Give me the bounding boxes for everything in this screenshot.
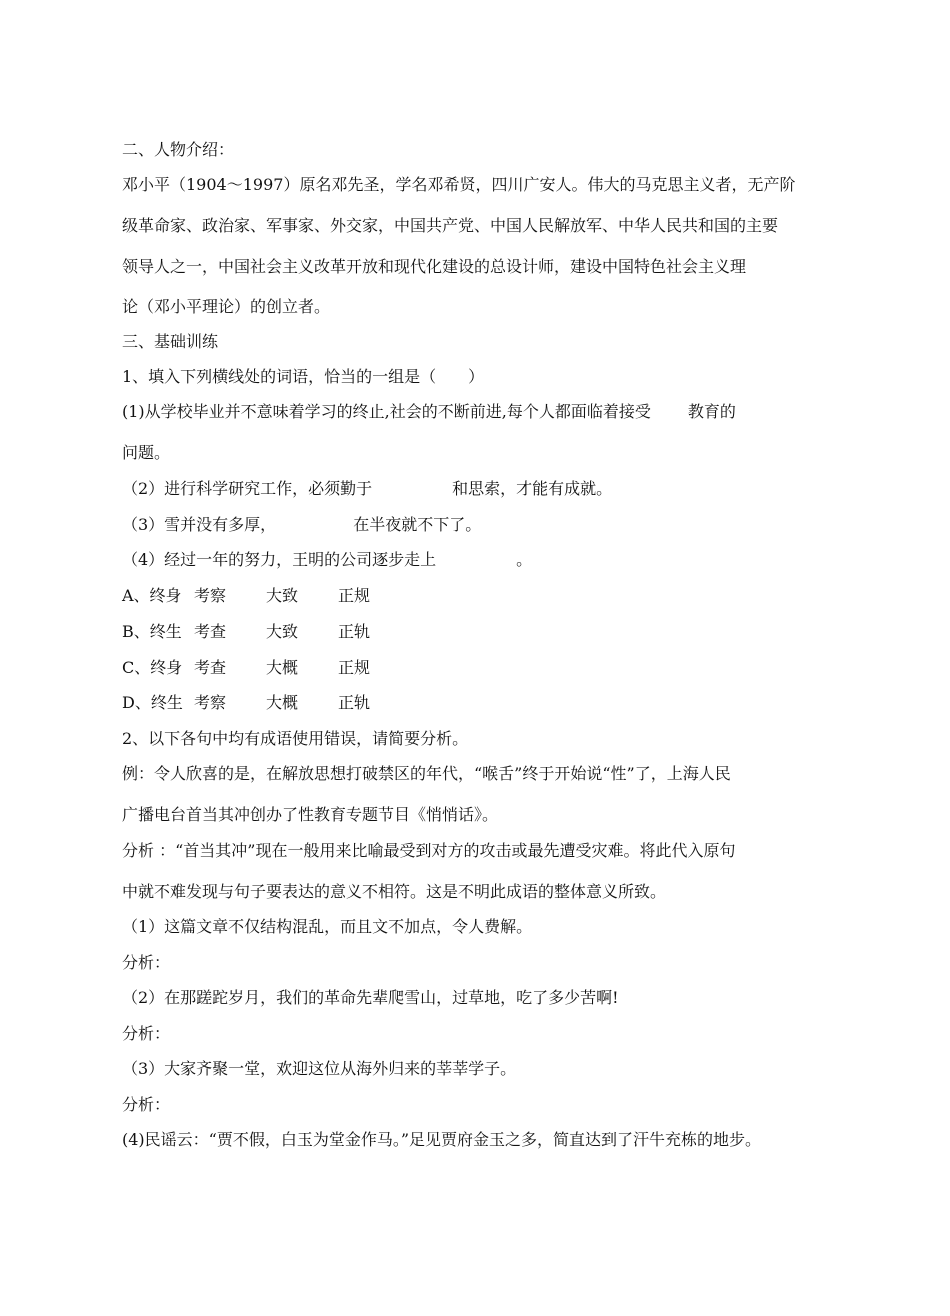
option-a-word1: A、终身 — [122, 586, 182, 605]
option-c — [122, 657, 410, 679]
option-c-word1: C、终身 — [122, 658, 183, 677]
section-2-heading: 二、人物介绍： — [122, 140, 235, 159]
option-d — [122, 692, 410, 714]
q1-item2: （2）进行科学研究工作，必须勤于 和思索，才能有成就。 — [122, 479, 613, 498]
option-c-word2: 考查 — [194, 658, 227, 677]
example-line-1: 例：令人欣喜的是，在解放思想打破禁区的年代，“喉舌”终于开始说“性”了，上海人民 — [122, 764, 731, 783]
sentence-2: （2）在那蹉跎岁月，我们的革命先辈爬雪山，过草地，吃了多少苦啊! — [122, 988, 619, 1007]
option-b-word4: 正轨 — [338, 622, 371, 641]
section-3-heading: 三、基础训练 — [122, 332, 219, 351]
q1-item4: （4）经过一年的努力，王明的公司逐步走上 。 — [122, 550, 533, 569]
option-d-word4: 正轨 — [338, 693, 371, 712]
option-b — [122, 621, 410, 643]
sentence-1: （1）这篇文章不仅结构混乱，而且文不加点，令人费解。 — [122, 917, 533, 936]
bio-line-4: 论（邓小平理论）的创立者。 — [122, 297, 331, 316]
option-a-word4: 正规 — [338, 586, 371, 605]
option-d-word2: 考察 — [194, 693, 227, 712]
option-a-word2: 考察 — [194, 586, 227, 605]
option-d-word1: D、终生 — [122, 693, 183, 712]
bio-line-1: 邓小平（1904～1997）原名邓先圣，学名邓希贤，四川广安人。伟大的马克思主义者，无产阶 — [122, 175, 796, 194]
example-line-2: 广播电台首当其冲创办了性教育专题节目《悄悄话》。 — [122, 805, 499, 824]
option-b-word3: 大致 — [266, 622, 299, 641]
q1-prompt: 1、填入下列横线处的词语，恰当的一组是（ ） — [122, 367, 485, 386]
sentence-4: (4)民谣云：“贾不假，白玉为堂金作马。”足见贾府金玉之多，简直达到了汗牛充栋的地步。 — [122, 1130, 762, 1149]
option-c-word3: 大概 — [266, 658, 299, 677]
option-a — [122, 585, 410, 607]
bio-line-3: 领导人之一，中国社会主义改革开放和现代化建设的总设计师，建设中国特色社会主义理 — [122, 257, 747, 276]
option-d-word3: 大概 — [266, 693, 299, 712]
option-b-word2: 考查 — [194, 622, 227, 641]
q1-item1-line2: 问题。 — [122, 443, 171, 462]
example-analysis-line-2: 中就不难发现与句子要表达的意义不相符。这是不明此成语的整体意义所致。 — [122, 882, 667, 901]
sentence-3: （3）大家齐聚一堂，欢迎这位从海外归来的莘莘学子。 — [122, 1059, 517, 1078]
sentence-3-analysis: 分析： — [122, 1095, 171, 1114]
q2-prompt: 2、以下各句中均有成语使用错误，请简要分析。 — [122, 729, 469, 748]
sentence-2-analysis: 分析： — [122, 1024, 171, 1043]
bio-line-2: 级革命家、政治家、军事家、外交家，中国共产党、中国人民解放军、中华人民共和国的主要 — [122, 216, 779, 235]
sentence-1-analysis: 分析： — [122, 953, 171, 972]
q1-item1-line1: (1)从学校毕业并不意味着学习的终止,社会的不断前进,每个人都面临着接受 教育的 — [122, 402, 736, 421]
option-a-word3: 大致 — [266, 586, 299, 605]
option-b-word1: B、终生 — [122, 622, 182, 641]
example-analysis-line-1: 分析 ：“首当其冲”现在一般用来比喻最受到对方的攻击或最先遭受灾难。将此代入原句 — [122, 841, 736, 860]
option-c-word4: 正规 — [338, 658, 371, 677]
q1-item3: （3）雪并没有多厚， 在半夜就不下了。 — [122, 515, 482, 534]
